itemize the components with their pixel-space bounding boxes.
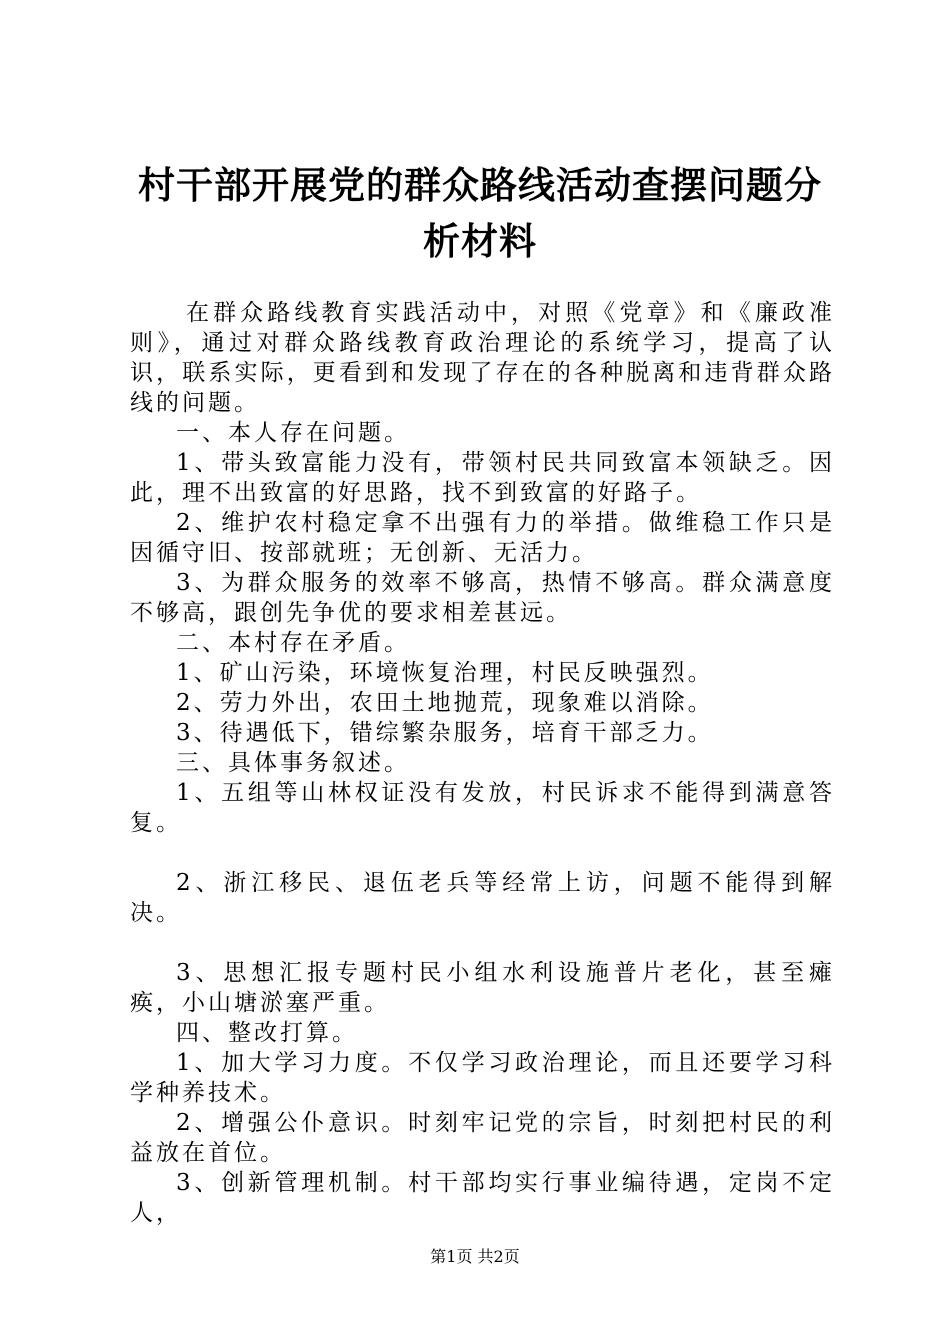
paragraph-item: 2、浙江移民、退伍老兵等经常上访，问题不能得到解决。 [130,870,835,926]
paragraph-item: 1、矿山污染，环境恢复治理，村民反映强烈。 [176,660,714,686]
document-title: 村干部开展党的群众路线活动查摆问题分析材料 [138,164,822,263]
paragraph-item: 2、劳力外出，农田土地抛荒，现象难以消除。 [176,690,714,716]
intro-paragraph: 在群众路线教育实践活动中，对照《党章》和《廉政准则》，通过对群众路线教育政治理论的系统学习，提高了认识，联系实际，更看到和发现了存在的各种脱离和违背群众路线的问题。 [130,300,835,416]
paragraph-item: 3、为群众服务的效率不够高，热情不够高。群众满意度不够高，跟创先争优的要求相差甚远。 [130,570,835,626]
paragraph-item: 1、五组等山林权证没有发放，村民诉求不能得到满意答复。 [130,780,835,836]
section-heading-4: 四、整改打算。 [176,1020,358,1046]
paragraph-item: 1、带头致富能力没有，带领村民共同致富本领缺乏。因此，理不出致富的好思路，找不到致富的好路子。 [130,450,835,506]
paragraph-item: 2、增强公仆意识。时刻牢记党的宗旨，时刻把村民的利益放在首位。 [130,1110,835,1166]
paragraph-item: 3、待遇低下，错综繁杂服务，培育干部乏力。 [176,720,714,746]
paragraph-item: 3、思想汇报专题村民小组水利设施普片老化，甚至瘫痪，小山塘淤塞严重。 [130,960,835,1016]
document-body [130,298,835,1228]
section-heading-1: 一、本人存在问题。 [176,420,410,446]
section-heading-3: 三、具体事务叙述。 [176,750,410,776]
paragraph-item: 1、加大学习力度。不仅学习政治理论，而且还要学习科学种养技术。 [130,1050,835,1106]
page-footer: 第1页 共2页 [430,1247,520,1266]
section-heading-2: 二、本村存在矛盾。 [176,630,410,656]
paragraph-item: 3、创新管理机制。村干部均实行事业编待遇，定岗不定人， [130,1170,835,1226]
paragraph-item: 2、维护农村稳定拿不出强有力的举措。做维稳工作只是因循守旧、按部就班；无创新、无活力。 [130,510,835,566]
